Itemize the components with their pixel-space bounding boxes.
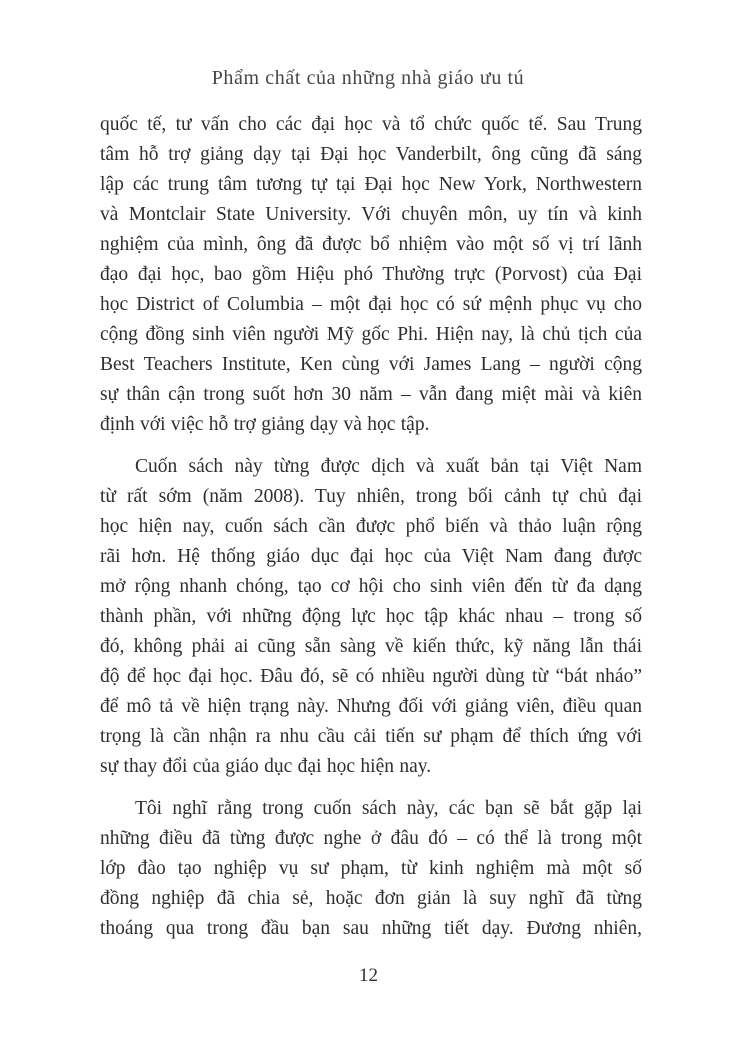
paragraph — [100, 110, 642, 440]
paragraph — [100, 794, 642, 944]
text-line: đó, không phải ai cũng sẵn sàng về kiến thức, kỹ năng lẫn thái — [100, 636, 642, 657]
text-line: quốc tế, tư vấn cho các đại học và tổ chức quốc tế. Sau Trung — [100, 114, 642, 135]
text-line: Tôi nghĩ rằng trong cuốn sách này, các bạn sẽ bắt gặp lại — [135, 798, 642, 819]
text-line: sự thay đổi của giáo dục đại học hiện nay. — [100, 756, 432, 777]
text-line: mở rộng nhanh chóng, tạo cơ hội cho sinh viên đến từ đa dạng — [100, 576, 642, 597]
text-line: học District of Columbia – một đại học có sứ mệnh phục vụ cho — [100, 294, 642, 315]
text-line: thoáng qua trong đầu bạn sau những tiết dạy. Đương nhiên, — [100, 918, 642, 939]
body-text — [100, 110, 642, 956]
text-line: Best Teachers Institute, Ken cùng với James Lang – người cộng — [100, 354, 642, 375]
text-line: nghiệm của mình, ông đã được bổ nhiệm vào một số vị trí lãnh — [100, 234, 642, 255]
text-line: trọng là cần nhận ra nhu cầu cải tiến sư phạm để thích ứng với — [100, 726, 642, 747]
text-line: lập các trung tâm tương tự tại Đại học New York, Northwestern — [100, 174, 642, 195]
paragraph — [100, 452, 642, 782]
text-line: đạo đại học, bao gồm Hiệu phó Thường trực (Porvost) của Đại — [100, 264, 642, 285]
page-number: 12 — [359, 965, 378, 986]
text-line: học hiện nay, cuốn sách cần được phổ biến và thảo luận rộng — [100, 516, 642, 537]
text-line: thành phần, với những động lực học tập khác nhau – trong số — [100, 606, 642, 627]
text-line: những điều đã từng được nghe ở đâu đó – có thể là trong một — [100, 828, 642, 849]
text-line: sự thân cận trong suốt hơn 30 năm – vẫn đang miệt mài và kiên — [100, 384, 642, 405]
text-line: đồng nghiệp đã chia sẻ, hoặc đơn giản là suy nghĩ đã từng — [100, 888, 642, 909]
text-line: độ để học đại học. Đâu đó, sẽ có nhiều người dùng từ “bát nháo” — [100, 666, 642, 687]
text-line: tâm hỗ trợ giảng dạy tại Đại học Vanderbilt, ông cũng đã sáng — [100, 144, 642, 165]
text-line: Cuốn sách này từng được dịch và xuất bản tại Việt Nam — [135, 456, 642, 477]
text-line: lớp đào tạo nghiệp vụ sư phạm, từ kinh nghiệm mà một số — [100, 858, 642, 879]
text-line: cộng đồng sinh viên người Mỹ gốc Phi. Hiện nay, là chủ tịch của — [100, 324, 642, 345]
text-line: rãi hơn. Hệ thống giáo dục đại học của Việt Nam đang được — [100, 546, 642, 567]
text-line: và Montclair State University. Với chuyên môn, uy tín và kinh — [100, 204, 642, 225]
text-line: để mô tả về hiện trạng này. Nhưng đối với giảng viên, điều quan — [100, 696, 642, 717]
text-line: định với việc hỗ trợ giảng dạy và học tập. — [100, 414, 430, 435]
text-line: từ rất sớm (năm 2008). Tuy nhiên, trong bối cảnh tự chủ đại — [100, 486, 642, 507]
running-header: Phẩm chất của những nhà giáo ưu tú — [211, 67, 525, 89]
